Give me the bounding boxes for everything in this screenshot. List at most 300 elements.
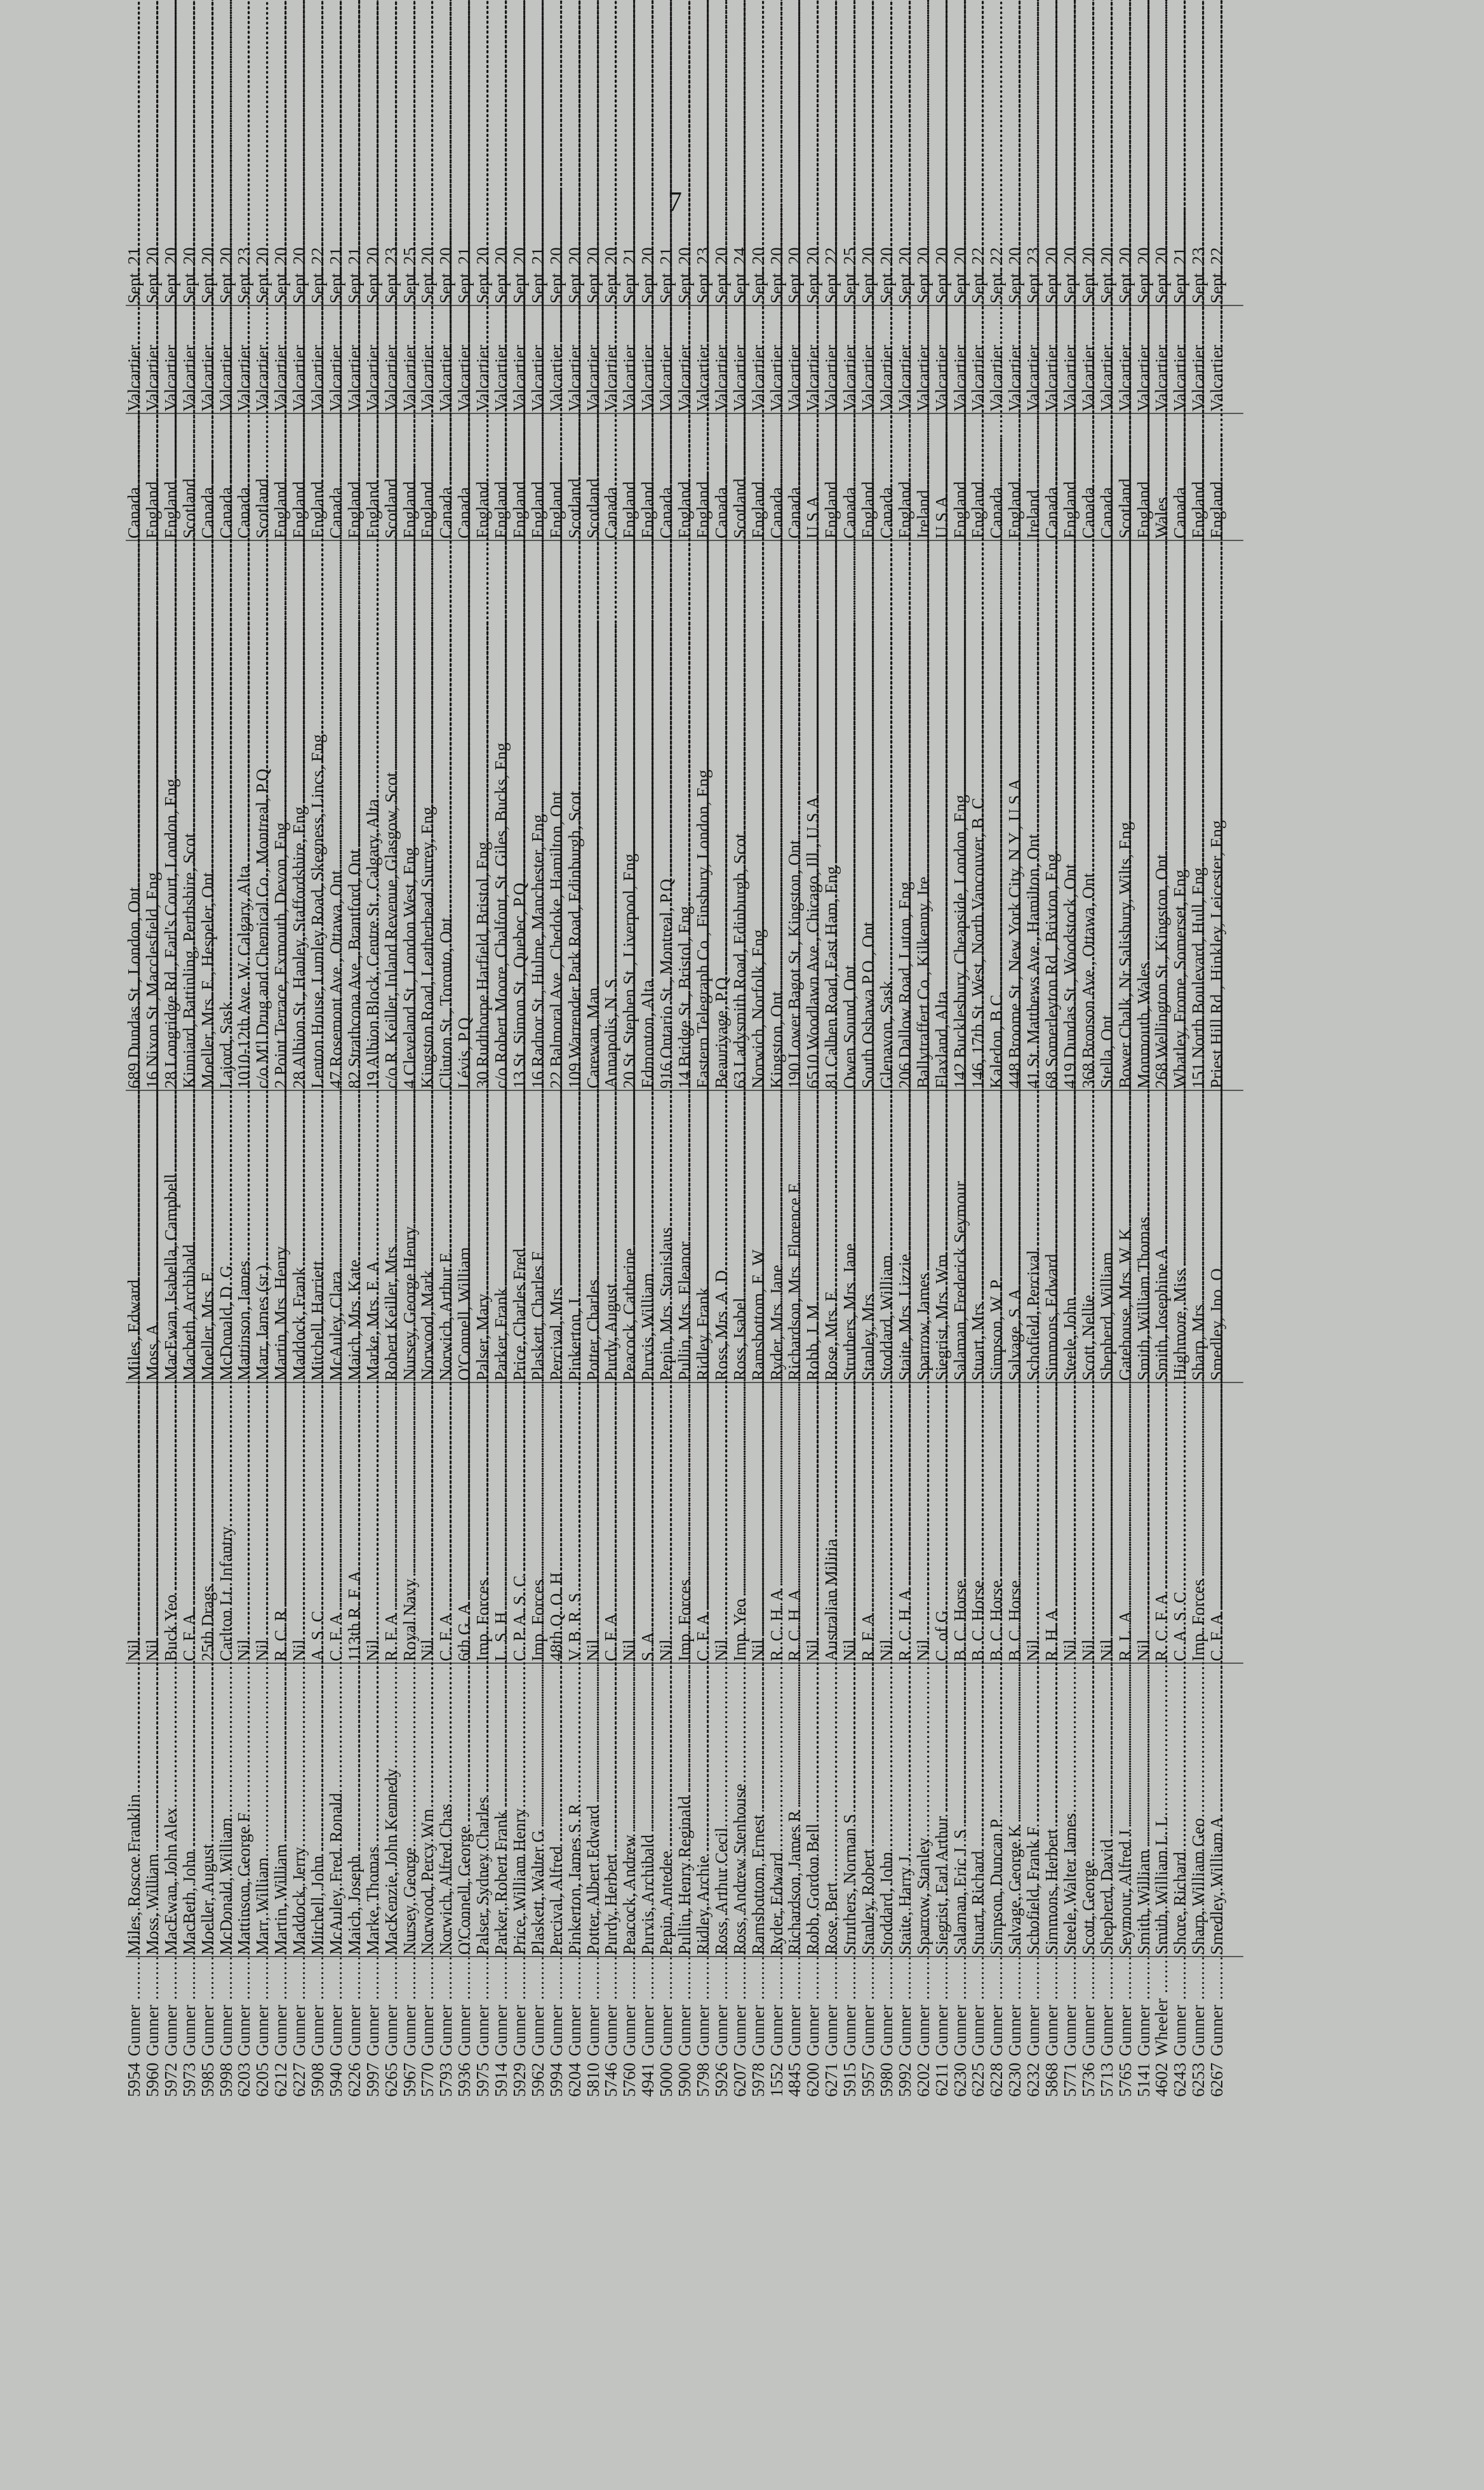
- enlistment-place: Valcartier .....: [493, 310, 510, 412]
- next-of-kin: Shepherd, William .....: [1099, 1095, 1116, 1381]
- soldier-name: Robb, Gordon Bell .....: [805, 1668, 822, 1955]
- birth-country: England .....: [970, 418, 987, 539]
- service-number: 5746: [601, 2063, 621, 2097]
- soldier-name: Percival, Alfred .....: [548, 1668, 565, 1955]
- enlistment-date: Sept. 23: [381, 247, 401, 304]
- table-row: [218, 240, 235, 2113]
- next-of-kin: Pullin, Mrs. Eleanor .....: [676, 1095, 693, 1381]
- enlistment-date: Sept. 20: [1060, 247, 1080, 304]
- enlistment-place: Valcartier .....: [585, 310, 602, 412]
- next-of-kin: Purvis, William .....: [639, 1095, 657, 1381]
- enlistment-date: Sept. 20: [473, 247, 493, 304]
- next-of-kin: Nursey, George Henry .....: [401, 1095, 418, 1381]
- enlistment-place: Valcartier .....: [805, 310, 822, 412]
- birth-country: Canada .....: [988, 418, 1005, 539]
- rank: Gunner .....: [438, 1961, 455, 2056]
- soldier-name: Price, William Henry .....: [511, 1668, 528, 1955]
- enlistment-date: Sept. 20: [197, 247, 217, 304]
- kin-address: Carewan, Man .....: [585, 545, 602, 1088]
- rank: Gunner .....: [970, 1961, 987, 2056]
- next-of-kin: Sparrow, James .....: [915, 1095, 932, 1381]
- table-row: [695, 240, 712, 2113]
- rank: Gunner .....: [272, 1961, 290, 2056]
- former-unit: 25th Drags .....: [199, 1387, 217, 1661]
- service-number: 5713: [1097, 2063, 1116, 2097]
- kin-address: 206 Dallow Road, Luton, Eng .....: [897, 545, 914, 1088]
- birth-country: Ireland .....: [1025, 418, 1042, 539]
- enlistment-place: Valcartier .....: [346, 310, 363, 412]
- former-unit: Imp. Forces .....: [474, 1387, 491, 1661]
- enlistment-date: Sept. 23: [1189, 247, 1208, 304]
- kin-address: 22 Balmoral Ave., Chedoke, Hamilton, Ont .....: [548, 545, 565, 1088]
- former-unit: R. C. R .....: [272, 1387, 290, 1661]
- service-number: 5936: [455, 2063, 474, 2097]
- soldier-name: Sharp, William Geo .....: [1190, 1668, 1207, 1955]
- kin-address: 142 Bucklesbury, Cheapside, London, Eng .....: [952, 545, 969, 1088]
- rank: Gunner .....: [291, 1961, 308, 2056]
- birth-country: England .....: [291, 418, 308, 539]
- enlistment-date: Sept. 22: [987, 247, 1006, 304]
- kin-address: Ballytraffert Co., Kilkenny, Ire .....: [915, 545, 932, 1088]
- enlistment-place: Valcartier .....: [272, 310, 290, 412]
- rank: Gunner .....: [676, 1961, 693, 2056]
- former-unit: Royal Navy .....: [401, 1387, 418, 1661]
- next-of-kin: Sharp, Mrs .....: [1190, 1095, 1207, 1381]
- former-unit: Nil .....: [915, 1387, 932, 1661]
- enlistment-date: Sept. 20: [546, 247, 566, 304]
- former-unit: 6th G. A .....: [456, 1387, 473, 1661]
- table-row: [236, 240, 253, 2113]
- rank: Gunner .....: [474, 1961, 491, 2056]
- enlistment-date: Sept. 20: [491, 247, 511, 304]
- enlistment-place: Valcartier .....: [1172, 310, 1189, 412]
- service-number: 6212: [271, 2063, 291, 2097]
- rank: Gunner .....: [1172, 1961, 1189, 2056]
- enlistment-place: Valcartier .....: [530, 310, 547, 412]
- birth-country: Canada .....: [328, 418, 345, 539]
- enlistment-place: Valcartier .....: [713, 310, 730, 412]
- former-unit: Nil .....: [419, 1387, 436, 1661]
- next-of-kin: Ryder, Mrs. Jane .....: [768, 1095, 785, 1381]
- enlistment-date: Sept. 20: [253, 247, 272, 304]
- birth-country: U.S.A .....: [805, 418, 822, 539]
- kin-address: Kinniard, Battinling, Perthshire, Scot .....: [181, 545, 198, 1088]
- rank: Gunner .....: [181, 1961, 198, 2056]
- next-of-kin: Gatehouse, Mrs. W. K .....: [1117, 1095, 1134, 1381]
- soldier-name: McDonald, William .....: [218, 1668, 235, 1955]
- soldier-name: MacEwan, John Alex .....: [163, 1668, 180, 1955]
- table-row: [328, 240, 345, 2113]
- birth-country: England .....: [676, 418, 693, 539]
- former-unit: C. F. A .....: [603, 1387, 620, 1661]
- soldier-name: Maich, Joseph .....: [346, 1668, 363, 1955]
- enlistment-date: Sept. 20: [675, 247, 694, 304]
- service-number: 5985: [197, 2063, 217, 2097]
- former-unit: C. F. A .....: [328, 1387, 345, 1661]
- former-unit: Nil .....: [1062, 1387, 1079, 1661]
- enlistment-date: Sept. 21: [657, 247, 676, 304]
- enlistment-place: Valcartier .....: [1062, 310, 1079, 412]
- enlistment-place: Valcartier .....: [639, 310, 657, 412]
- kin-address: Flaxland, Alta .....: [933, 545, 951, 1088]
- enlistment-place: Valcartier .....: [328, 310, 345, 412]
- former-unit: B. C. Horse .....: [952, 1387, 969, 1661]
- enlistment-date: Sept. 20: [1042, 247, 1061, 304]
- table-row: [493, 240, 510, 2113]
- enlistment-place: Valcartier .....: [199, 310, 217, 412]
- service-number: 5967: [399, 2063, 419, 2097]
- enlistment-date: Sept. 20: [436, 247, 456, 304]
- enlistment-place: Valcartier .....: [1135, 310, 1153, 412]
- enlistment-place: Valcartier .....: [823, 310, 840, 412]
- service-number: 5908: [308, 2063, 327, 2097]
- kin-address: 6510 Woodlawn Ave., Chicago, Ill., U.S.A .....: [805, 545, 822, 1088]
- birth-country: England .....: [621, 418, 638, 539]
- birth-country: England .....: [1006, 418, 1024, 539]
- kin-address: Eastern Telegraph Co., Finsbury, London, Eng .....: [695, 545, 712, 1088]
- soldier-name: Ross, Andrew Stenhouse .....: [732, 1668, 749, 1955]
- table-row: [126, 240, 143, 2113]
- birth-country: England .....: [695, 418, 712, 539]
- rank: Gunner .....: [1043, 1961, 1060, 2056]
- rank: Gunner .....: [750, 1961, 767, 2056]
- soldier-name: Pepin, Antedee .....: [658, 1668, 675, 1955]
- kin-address: 16 Nixon St.,Macclesfield, Eng .....: [144, 545, 161, 1088]
- former-unit: R. F. A .....: [860, 1387, 877, 1661]
- soldier-name: Pullin, Henry Reginald .....: [676, 1668, 693, 1955]
- table-row: [419, 240, 436, 2113]
- service-number: 5929: [509, 2063, 529, 2097]
- table-row: [272, 240, 290, 2113]
- service-number: 5973: [179, 2063, 199, 2097]
- next-of-kin: Norwich, Arthur E .....: [438, 1095, 455, 1381]
- kin-address: 689 Dundas St., London, Ont .....: [126, 545, 143, 1088]
- rank: Gunner .....: [493, 1961, 510, 2056]
- enlistment-date: Sept. 20: [932, 247, 951, 304]
- enlistment-date: Sept. 23: [234, 247, 254, 304]
- rank: Gunner .....: [805, 1961, 822, 2056]
- page-number: 7: [668, 186, 683, 217]
- birth-country: England .....: [364, 418, 382, 539]
- rank: Gunner .....: [346, 1961, 363, 2056]
- next-of-kin: Marke, Mrs. E. A .....: [364, 1095, 382, 1381]
- enlistment-date: Sept. 20: [876, 247, 896, 304]
- birth-country: Canada .....: [218, 418, 235, 539]
- former-unit: Nil .....: [585, 1387, 602, 1661]
- table-row: [805, 240, 822, 2113]
- rank: Gunner .....: [915, 1961, 932, 2056]
- kin-address: Kingston Road, Leatherhead Surrey, Eng .....: [419, 545, 436, 1088]
- soldier-name: Mattinson, George F .....: [236, 1668, 253, 1955]
- kin-address: c/o Robert Moore, Chalfont, St. Giles, Bucks, Eng .....: [493, 545, 510, 1088]
- birth-country: England .....: [309, 418, 326, 539]
- birth-country: England .....: [419, 418, 436, 539]
- former-unit: C. P. A. S. C .....: [511, 1387, 528, 1661]
- former-unit: Nil .....: [713, 1387, 730, 1661]
- service-number: 5972: [161, 2063, 180, 2097]
- kin-address: 68 Somerleyton Rd., Brixton, Eng .....: [1043, 545, 1060, 1088]
- kin-address: Bower Chalk, Nr Salisbury, Wilts, Eng .....: [1117, 545, 1134, 1088]
- rank: Gunner .....: [309, 1961, 326, 2056]
- enlistment-place: Valcartier .....: [750, 310, 767, 412]
- table-row: [309, 240, 326, 2113]
- next-of-kin: Percival, Mrs .....: [548, 1095, 565, 1381]
- former-unit: R. C. F. A .....: [1153, 1387, 1170, 1661]
- kin-address: 146, 17th St. West, North Vancouver, B. C .....: [970, 545, 987, 1088]
- table-row: [713, 240, 730, 2113]
- service-number: 5868: [1042, 2063, 1061, 2097]
- table-row: [988, 240, 1005, 2113]
- soldier-name: Richardson, James R .....: [786, 1668, 803, 1955]
- enlistment-place: Valcartier .....: [1043, 310, 1060, 412]
- service-number: 5765: [1115, 2063, 1135, 2097]
- enlistment-place: Valcartier .....: [1099, 310, 1116, 412]
- soldier-name: Rose, Bert .....: [823, 1668, 840, 1955]
- table-row: [1135, 240, 1153, 2113]
- former-unit: Imp. Forces .....: [1190, 1387, 1207, 1661]
- next-of-kin: Steele, John .....: [1062, 1095, 1079, 1381]
- table-row: [970, 240, 987, 2113]
- birth-country: England .....: [897, 418, 914, 539]
- table-row: [456, 240, 473, 2113]
- soldier-name: Stuart, Richard .....: [970, 1668, 987, 1955]
- enlistment-place: Valcartier .....: [364, 310, 382, 412]
- table-row: [511, 240, 528, 2113]
- soldier-name: Ryder, Edward .....: [768, 1668, 785, 1955]
- table-row: [603, 240, 620, 2113]
- soldier-name: Staite, Harry J .....: [897, 1668, 914, 1955]
- service-number: 6243: [1170, 2063, 1190, 2097]
- kin-address: Kingston, Ont .....: [768, 545, 785, 1088]
- birth-country: Wales .....: [1153, 418, 1170, 539]
- service-number: 5900: [675, 2063, 694, 2097]
- next-of-kin: Richardson, Mrs. Florence E .....: [786, 1095, 803, 1381]
- former-unit: Imp. Forces .....: [676, 1387, 693, 1661]
- soldier-name: Norwood, Percy Wm .....: [419, 1668, 436, 1955]
- service-number: 6227: [290, 2063, 309, 2097]
- birth-country: Canada .....: [713, 418, 730, 539]
- kin-address: 13 St. Simon St., Quebec, P.Q .....: [511, 545, 528, 1088]
- birth-country: England .....: [860, 418, 877, 539]
- former-unit: 48th Q. O. H .....: [548, 1387, 565, 1661]
- enlistment-place: Valcartier .....: [1153, 310, 1170, 412]
- enlistment-date: Sept. 20: [601, 247, 621, 304]
- table-row: [897, 240, 914, 2113]
- enlistment-date: Sept. 20: [913, 247, 933, 304]
- soldier-name: Siegrist, Earl Arthur .....: [933, 1668, 951, 1955]
- next-of-kin: Ridley, Frank .....: [695, 1095, 712, 1381]
- table-row: [639, 240, 657, 2113]
- next-of-kin: Ross, Isabel .....: [732, 1095, 749, 1381]
- kin-address: 190 Lower Bagot St., Kingston, Ont .....: [786, 545, 803, 1088]
- birth-country: Canada .....: [126, 418, 143, 539]
- next-of-kin: Price, Charles Fred .....: [511, 1095, 528, 1381]
- next-of-kin: Staite, Mrs. Lizzie .....: [897, 1095, 914, 1381]
- birth-country: Ireland .....: [915, 418, 932, 539]
- birth-country: Canada .....: [236, 418, 253, 539]
- service-number: 5962: [528, 2063, 547, 2097]
- kin-address: 14 Bridge St., Bristol, Eng .....: [676, 545, 693, 1088]
- enlistment-date: Sept. 20: [1097, 247, 1116, 304]
- next-of-kin: Ramsbottom, E. W .....: [750, 1095, 767, 1381]
- table-row: [878, 240, 895, 2113]
- soldier-name: Ross, Arthur Cecil .....: [713, 1668, 730, 1955]
- next-of-kin: Simpson, W. P .....: [988, 1095, 1005, 1381]
- kin-address: 109 Warrender Park Road, Edinburgh, Scot .....: [566, 545, 584, 1088]
- enlistment-date: Sept. 25: [840, 247, 860, 304]
- rank: Wheeler .....: [1153, 1961, 1170, 2056]
- soldier-name: Plaskett, Walter G .....: [530, 1668, 547, 1955]
- soldier-name: Marr, William .....: [254, 1668, 271, 1955]
- soldier-name: Smedley, William A .....: [1208, 1668, 1226, 1955]
- soldier-name: Parker, Robert Frank .....: [493, 1668, 510, 1955]
- rank: Gunner .....: [695, 1961, 712, 2056]
- enlistment-date: Sept. 23: [1024, 247, 1043, 304]
- next-of-kin: Smedley, Jno. O .....: [1208, 1095, 1226, 1381]
- kin-address: 28 Longridge Rd., Earl's Court, London, Eng .....: [163, 545, 180, 1088]
- rank: Gunner .....: [1117, 1961, 1134, 2056]
- rank: Gunner .....: [1135, 1961, 1153, 2056]
- birth-country: Canada .....: [786, 418, 803, 539]
- service-number: 6204: [565, 2063, 584, 2097]
- kin-address: Glenavon, Sask .....: [878, 545, 895, 1088]
- table-row: [1080, 240, 1097, 2113]
- rank: Gunner .....: [786, 1961, 803, 2056]
- birth-country: Canada .....: [438, 418, 455, 539]
- enlistment-date: Sept. 22: [968, 247, 988, 304]
- table-row: [952, 240, 969, 2113]
- kin-address: Owen Sound, Ont .....: [841, 545, 859, 1088]
- rank: Gunner .....: [126, 1961, 143, 2056]
- former-unit: Nil .....: [126, 1387, 143, 1661]
- service-number: 4941: [638, 2063, 658, 2097]
- service-number: 6225: [968, 2063, 988, 2097]
- service-number: 6211: [932, 2063, 951, 2096]
- birth-country: England .....: [401, 418, 418, 539]
- kin-address: 81 Calhen Road, East Ham, Eng .....: [823, 545, 840, 1088]
- soldier-name: O'Connell, George .....: [456, 1668, 473, 1955]
- rank: Gunner .....: [768, 1961, 785, 2056]
- enlistment-date: Sept. 20: [565, 247, 584, 304]
- enlistment-date: Sept. 20: [1078, 247, 1098, 304]
- birth-country: Canada .....: [199, 418, 217, 539]
- former-unit: S. A .....: [639, 1387, 657, 1661]
- former-unit: Buck Yeo .....: [163, 1387, 180, 1661]
- enlistment-date: Sept. 21: [528, 247, 547, 304]
- table-row: [1006, 240, 1024, 2113]
- birth-country: Scotland .....: [732, 418, 749, 539]
- service-number: 5957: [859, 2063, 878, 2097]
- birth-country: England .....: [823, 418, 840, 539]
- kin-address: c/o M'l Drug and Chemical Co., Montreal, P.Q .....: [254, 545, 271, 1088]
- service-number: 5760: [620, 2063, 639, 2097]
- next-of-kin: Moss, A .....: [144, 1095, 161, 1381]
- kin-address: Stella, Ont .....: [1099, 545, 1116, 1088]
- service-number: 6265: [381, 2063, 401, 2097]
- table-row: [438, 240, 455, 2113]
- table-row: [786, 240, 803, 2113]
- next-of-kin: Mattinson, James .....: [236, 1095, 253, 1381]
- enlistment-date: Sept. 20: [803, 247, 823, 304]
- rank: Gunner .....: [841, 1961, 859, 2056]
- table-row: [732, 240, 749, 2113]
- service-number: 5940: [326, 2063, 345, 2097]
- former-unit: R. C. H. A .....: [786, 1387, 803, 1661]
- enlistment-date: Sept. 20: [1133, 247, 1153, 304]
- table-row: [1172, 240, 1189, 2113]
- former-unit: Nil .....: [254, 1387, 271, 1661]
- soldier-name: Shepherd, David .....: [1099, 1668, 1116, 1955]
- birth-country: England .....: [952, 418, 969, 539]
- soldier-name: Shore, Richard .....: [1172, 1668, 1189, 1955]
- table-row: [658, 240, 675, 2113]
- birth-country: England .....: [639, 418, 657, 539]
- next-of-kin: Parker, Frank .....: [493, 1095, 510, 1381]
- enlistment-date: Sept. 20: [271, 247, 291, 304]
- enlistment-date: Sept. 24: [730, 247, 749, 304]
- soldier-name: Salvage, George K .....: [1006, 1668, 1024, 1955]
- soldier-name: Simpson, Duncan P .....: [988, 1668, 1005, 1955]
- next-of-kin: McDonald, D. G .....: [218, 1095, 235, 1381]
- kin-address: Lenton House, Lumley Road, Skegness, Lincs, Eng .....: [309, 545, 326, 1088]
- table-row: [548, 240, 565, 2113]
- enlistment-place: Valcartier .....: [933, 310, 951, 412]
- enlistment-place: Valcartier .....: [768, 310, 785, 412]
- kin-address: 151 North Boulevard, Hull, Eng .....: [1190, 545, 1207, 1088]
- former-unit: Australian Militia .....: [823, 1387, 840, 1661]
- birth-country: Scotland .....: [1117, 418, 1134, 539]
- table-row: [915, 240, 932, 2113]
- former-unit: Nil .....: [364, 1387, 382, 1661]
- service-number: 6253: [1189, 2063, 1208, 2097]
- table-row: [841, 240, 859, 2113]
- enlistment-place: Valcartier .....: [952, 310, 969, 412]
- enlistment-date: Sept. 20: [161, 247, 180, 304]
- service-number: 6202: [913, 2063, 933, 2097]
- rank: Gunner .....: [585, 1961, 602, 2056]
- former-unit: Imp. Forces .....: [530, 1387, 547, 1661]
- birth-country: Canada .....: [768, 418, 785, 539]
- rank: Gunner .....: [860, 1961, 877, 2056]
- next-of-kin: Struthers, Mrs. Jane .....: [841, 1095, 859, 1381]
- service-number: 6228: [987, 2063, 1006, 2097]
- enlistment-date: Sept. 20: [290, 247, 309, 304]
- table-row: [860, 240, 877, 2113]
- former-unit: C. F. A .....: [695, 1387, 712, 1661]
- kin-address: 20 St. Stephen St., Liverpool, Eng .....: [621, 545, 638, 1088]
- enlistment-date: Sept. 21: [124, 247, 144, 304]
- rank: Gunner .....: [511, 1961, 528, 2056]
- table-row: [199, 240, 217, 2113]
- kin-address: 28 Albion St., Hanley, Staffordshire, Eng .....: [291, 545, 308, 1088]
- table-row: [750, 240, 767, 2113]
- kin-address: Lajord, Sask .....: [218, 545, 235, 1088]
- table-row: [585, 240, 602, 2113]
- enlistment-date: Sept. 22: [308, 247, 327, 304]
- rank: Gunner .....: [383, 1961, 400, 2056]
- birth-country: England .....: [493, 418, 510, 539]
- next-of-kin: Robb, J. M .....: [805, 1095, 822, 1381]
- table-row: [383, 240, 400, 2113]
- service-number: 6230: [950, 2063, 970, 2097]
- kin-address: 47 Rosemont Ave., Ottawa, Ont .....: [328, 545, 345, 1088]
- next-of-kin: Norwood, Mark .....: [419, 1095, 436, 1381]
- soldier-name: Moss, William .....: [144, 1668, 161, 1955]
- enlistment-date: Sept. 20: [895, 247, 914, 304]
- table-row: [181, 240, 198, 2113]
- enlistment-place: Valcartier .....: [676, 310, 693, 412]
- service-number: 5798: [693, 2063, 712, 2097]
